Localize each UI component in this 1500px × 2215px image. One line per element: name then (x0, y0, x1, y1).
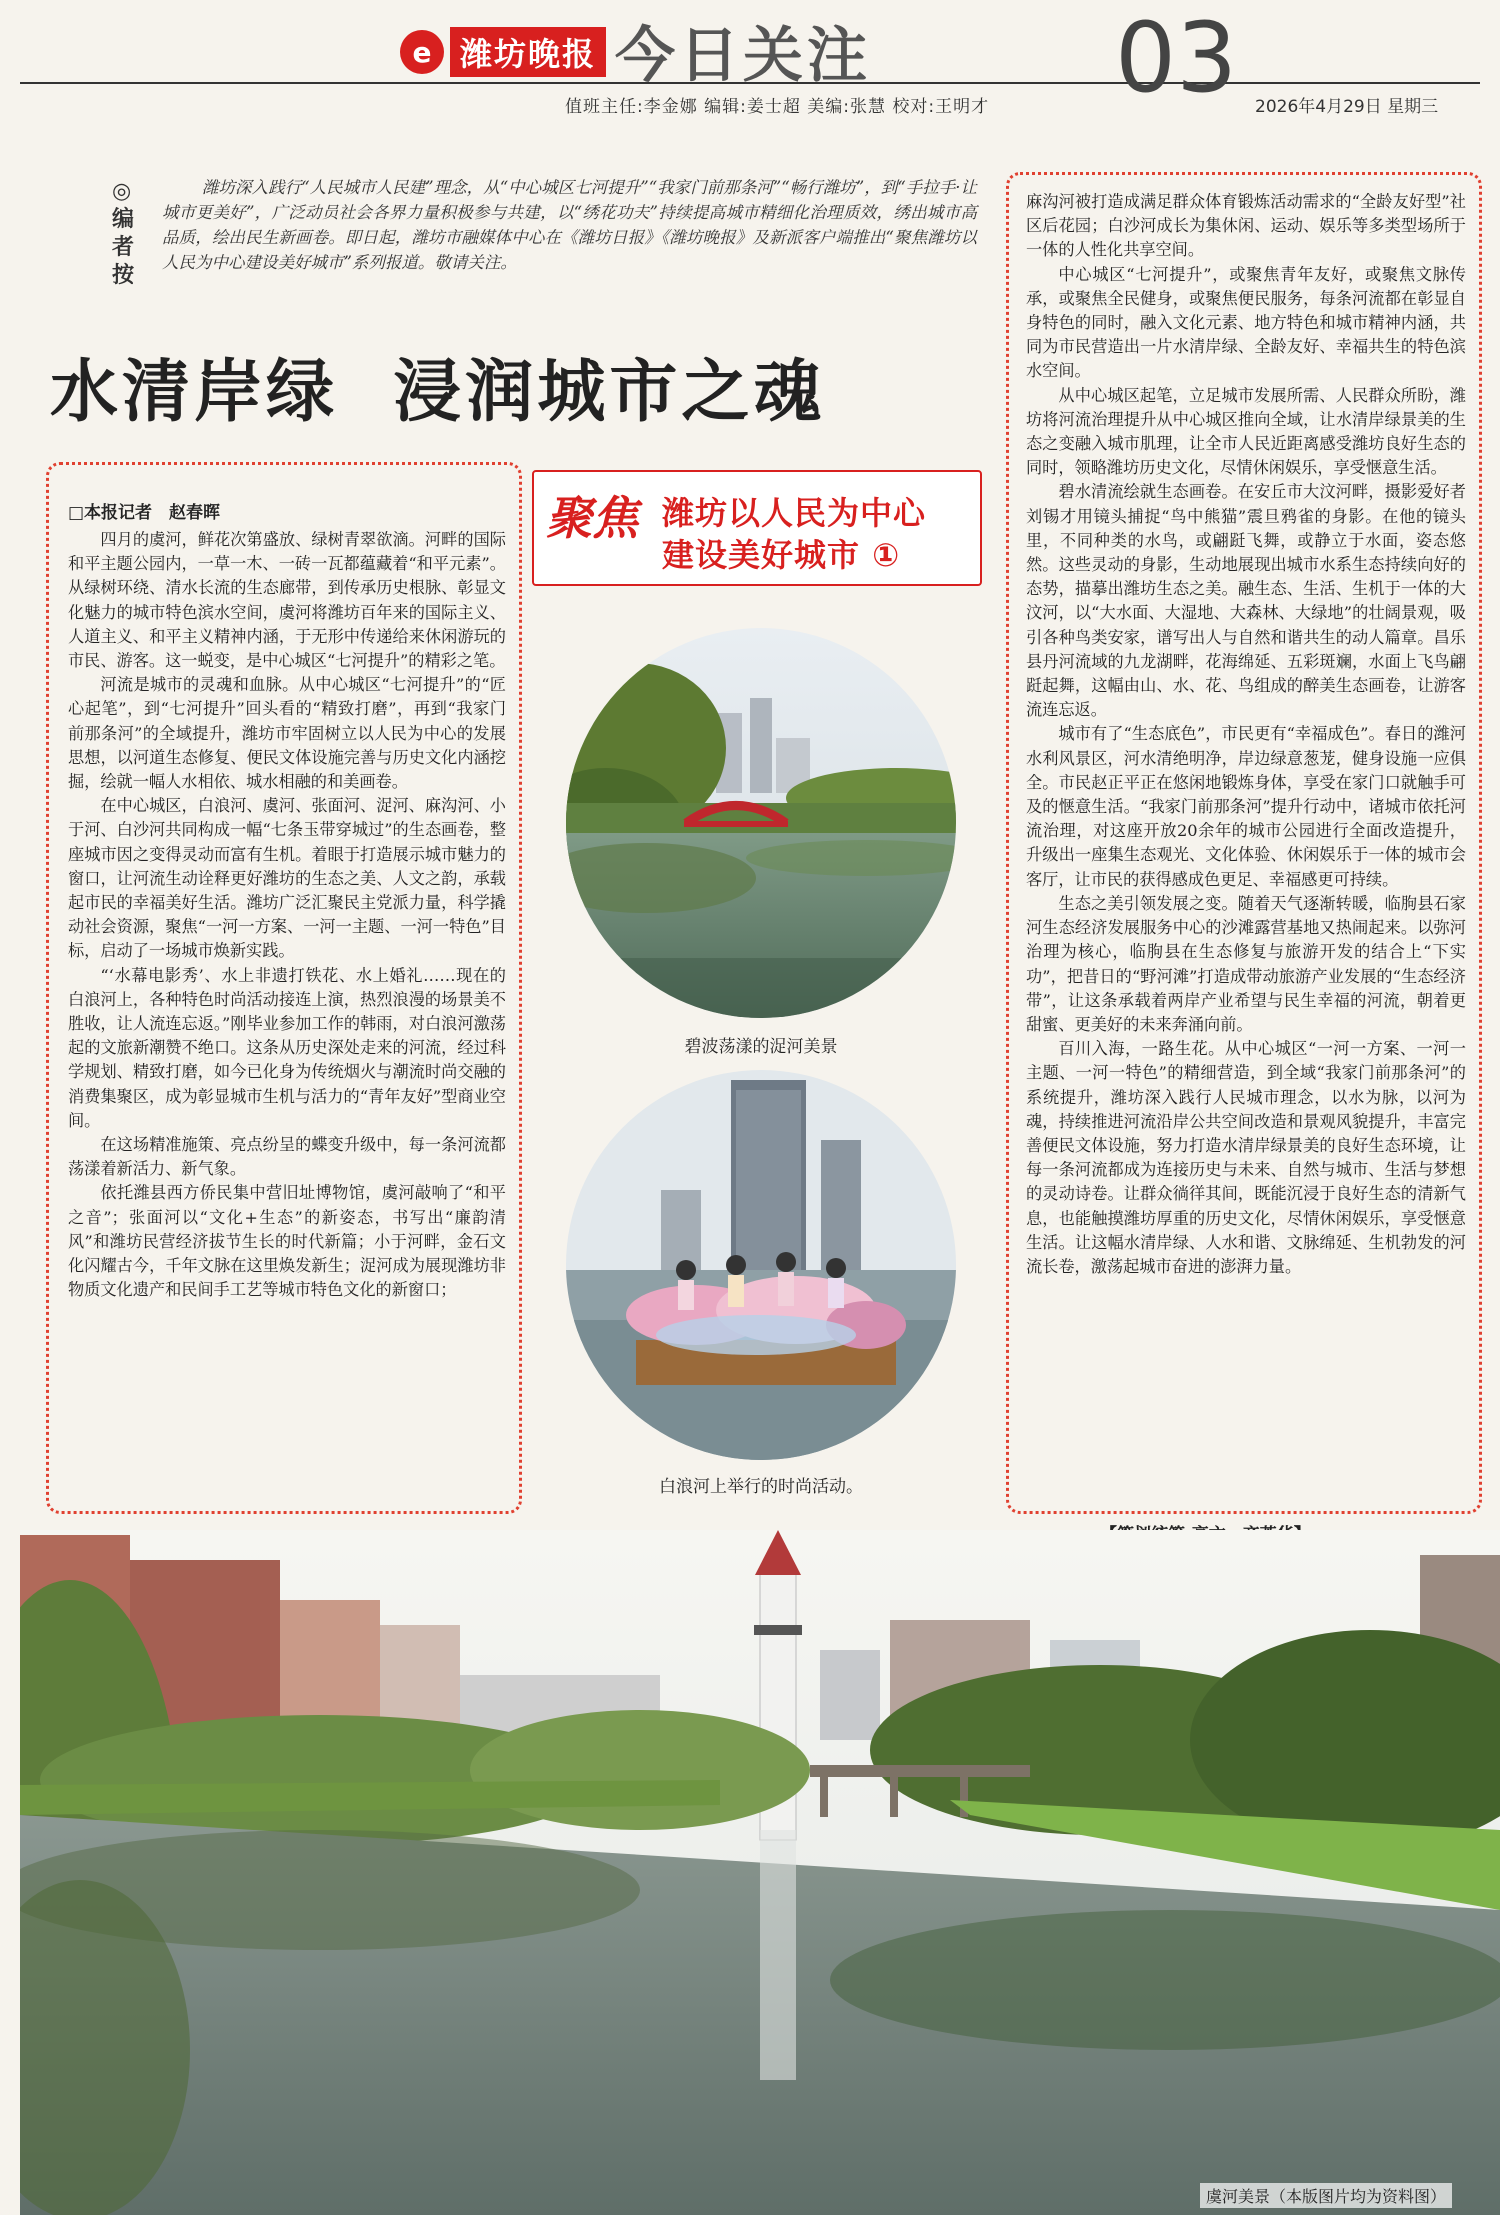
series-banner-line1: 潍坊以人民为中心 (662, 494, 927, 532)
paragraph: 百川入海，一路生花。从中心城区“一河一方案、一河一主题、一河一特色”的精细营造，到全域“我家门前那条河”的系统提升，潍坊深入践行人民城市理念，以水为脉，以河为魂，持续推进河流沿岸公共空间改造和景观风貌提升，丰富完善便民文体设施，努力打造水清岸绿景美的良好生态环境，让每一条河流都成为连接历史与未来、自然与城市、生活与梦想的灵动诗卷。让群众徜徉其间，既能沉浸于良好生态的清新气息，也能触摸潍坊厚重的历史文化，尽情休闲娱乐，享受惬意生活。让这幅水清岸绿、人水和谐、文脉绵延、生机勃发的河流长卷，激荡起城市奋进的澎湃力量。 (1026, 1039, 1466, 1276)
paragraph: 河流是城市的灵魂和血脉。从中心城区“七河提升”的“匠心起笔”，到“七河提升”回头看的“精致打磨”，再到“我家门前那条河”的全域提升，潍坊市牢固树立以人民为中心的发展思想，以河道生态修复、便民文体设施完善与历史文化内涵挖掘，绘就一幅人水相依、城水相融的和美画卷。 (68, 675, 506, 792)
paragraph: 碧水清流绘就生态画卷。在安丘市大汶河畔，摄影爱好者刘锡才用镜头捕捉“鸟中熊猫”震旦鸦雀的身影。在他的镜头里，不同种类的水鸟，或翩跹飞舞，或静立于水面，姿态悠然。这些灵动的身影，生动地展现出城市水系生态持续向好的态势，描摹出潍坊生态之美。融生态、生活、生机于一体的大汶河，以“大水面、大湿地、大森林、大绿地”的壮阔景观，吸引各种鸟类安家，谱写出人与自然和谐共生的动人篇章。昌乐县丹河流域的九龙湖畔，花海绵延、五彩斑斓，水面上飞鸟翩跹起舞，这幅由山、水、花、鸟组成的醉美生态画卷，让游客流连忘返。 (1026, 482, 1466, 720)
editor-note-tag: ◎编者按 (112, 179, 135, 288)
paragraph: 在这场精准施策、亮点纷呈的蝶变升级中，每一条河流都荡漾着新活力、新气象。 (68, 1135, 506, 1179)
byline: □本报记者 赵春晖 (68, 503, 221, 523)
paragraph: 城市有了“生态底色”，市民更有“幸福成色”。春日的潍河水利风景区，河水清绝明净，岸边绿意葱茏，健身设施一应俱全。市民赵正平正在悠闲地锻炼身体，享受在家门口就触手可及的惬意生活。“我家门前那条河”提升行动中，诸城市依托河流治理，对这座开放20余年的城市公园进行全面改造提升，升级出一座集生态观光、文化体验、休闲娱乐于一体的城市会客厅，让市民的获得感成色更足、幸福感更可持续。 (1026, 724, 1466, 889)
left-article-body (68, 528, 506, 1500)
headline: 水清岸绿 浸润城市之魂 (50, 353, 826, 432)
issue-date: 2026年4月29日 星期三 (1255, 97, 1439, 117)
paper-name: 潍坊晚报 (450, 27, 606, 77)
photo-yu-river (20, 1530, 1500, 2215)
paragraph: “‘水幕电影秀’、水上非遗打铁花、水上婚礼……现在的白浪河上，各种特色时尚活动接连上演，热烈浪漫的场景美不胜收，让人流连忘返。”刚毕业参加工作的韩雨，对白浪河激荡起的文旅新潮赞不绝口。这条从历史深处走来的河流，经过科学规划、精致打磨，如今已化身为传统烟火与潮流时尚交融的消费集聚区，成为彰显城市生机与活力的“青年友好”型商业空间。 (68, 965, 506, 1130)
paper-logo-icon: e (400, 30, 444, 74)
paragraph: 依托潍县西方侨民集中营旧址博物馆，虞河敲响了“和平之音”；张面河以“文化+生态”的新姿态，书写出“廉韵清风”和潍坊民营经济拔节生长的时代新篇；小于河畔，金石文化闪耀古今，千年文脉在这里焕发新生；浞河成为展现潍坊非物质文化遗产和民间手工艺等城市特色文化的新窗口； (68, 1183, 506, 1300)
page-number: 03 (1115, 2, 1238, 114)
photo2-caption: 白浪河上举行的时尚活动。 (659, 1477, 863, 1497)
paragraph: 生态之美引领发展之变。随着天气逐渐转暖，临朐县石家河生态经济发展服务中心的沙滩露营基地又热闹起来。以弥河治理为核心，临朐县在生态修复与旅游开发的结合上“下实功”，把昔日的“野河滩”打造成带动旅游产业发展的“生态经济带”，让这条承载着两岸产业希望与民生幸福的河流，朝着更甜蜜、更美好的未来奔涌向前。 (1026, 893, 1466, 1034)
paragraph: 麻沟河被打造成满足群众体育锻炼活动需求的“全龄友好型”社区后花园；白沙河成长为集休闲、运动、娱乐等多类型场所于一体的人性化共享空间。 (1026, 192, 1466, 260)
staff-credits: 值班主任:李金娜 编辑:姜士超 美编:张慧 校对:王明才 (565, 97, 990, 117)
photo1-caption: 碧波荡漾的浞河美景 (684, 1037, 838, 1057)
paragraph: 中心城区“七河提升”，或聚焦青年友好，或聚焦文脉传承，或聚焦全民健身，或聚焦便民服务，每条河流都在彰显自身特色的同时，融入文化元素、地方特色和城市精神内涵，共同为市民营造出一片水清岸绿、全龄友好、幸福共生的特色滨水空间。 (1026, 264, 1466, 381)
photo-bailang-river-event (566, 1070, 956, 1460)
series-banner-line2: 建设美好城市 ① (662, 536, 901, 574)
series-banner (532, 470, 982, 586)
section-title: 今日关注 (615, 21, 871, 91)
paragraph: 在中心城区，白浪河、虞河、张面河、浞河、麻沟河、小于河、白沙河共同构成一幅“七条玉带穿城过”的生态画卷，整座城市因之变得灵动而富有生机。着眼于打造展示城市魅力的窗口，让河流生动诠释更好潍坊的生态之美、人文之韵，承载起市民的幸福美好生活。潍坊广泛汇聚民主党派力量，科学撬动社会资源，聚焦“一河一方案、一河一主题、一河一特色”目标，启动了一场城市焕新实践。 (68, 796, 506, 961)
paragraph: 从中心城区起笔，立足城市发展所需、人民群众所盼，潍坊将河流治理提升从中心城区推向全域，让水清岸绿景美的生态之变融入城市肌理，让全市人民近距离感受潍坊良好生态的同时，领略潍坊历史文化，尽情休闲娱乐，享受惬意生活。 (1026, 385, 1466, 478)
paper-logo (400, 26, 606, 78)
photo3-caption: 虞河美景（本版图片均为资料图） (1200, 2183, 1452, 2208)
series-banner-big: 聚焦 (546, 491, 638, 545)
photo-zhuo-river (566, 628, 956, 1018)
paragraph: 四月的虞河，鲜花次第盛放、绿树青翠欲滴。河畔的国际和平主题公园内，一草一木、一砖一瓦都蕴藏着“和平元素”。从绿树环绕、清水长流的生态廊带，到传承历史根脉、彰显文化魅力的城市特色滨水空间，虞河将潍坊百年来的国际主义、人道主义、和平主义精神内涵，于无形中传递给来休闲游玩的市民、游客。这一蜕变，是中心城区“七河提升”的精彩之笔。 (68, 530, 506, 671)
editor-note-text: 潍坊深入践行“人民城市人民建”理念，从“中心城区七河提升”“我家门前那条河”“畅行潍坊”，到“手拉手·让城市更美好”，广泛动员社会各界力量积极参与共建，以“绣花功夫”持续提高城市精细化治理质效，绣出城市高品质，绘出民生新画卷。即日起，潍坊市融媒体中心在《潍坊日报》《潍坊晚报》及新派客户端推出“聚焦潍坊以人民为中心建设美好城市”系列报道。敬请关注。 (162, 178, 977, 272)
right-article-body (1026, 190, 1466, 1490)
